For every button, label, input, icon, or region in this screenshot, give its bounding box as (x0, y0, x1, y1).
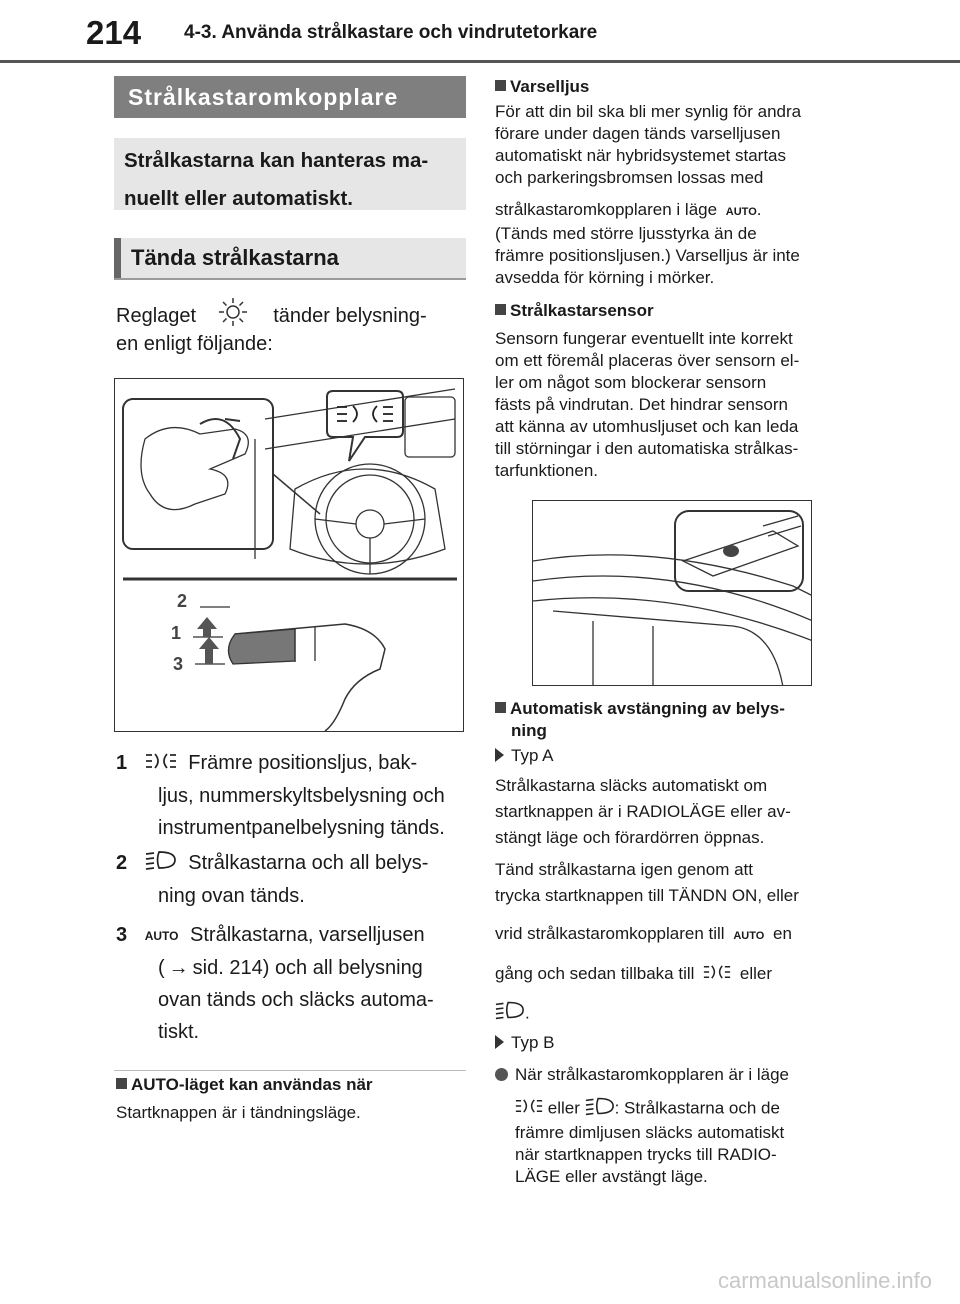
type-a-line: startknappen är i RADIOLÄGE eller av- (495, 802, 791, 821)
type-b-line: LÄGE eller avstängt läge. (515, 1167, 708, 1186)
arrow-ref-icon: → (168, 956, 189, 979)
item-3-number: 3 (116, 924, 128, 946)
square-bullet-icon (495, 80, 506, 91)
sensor-line: fästs på vindrutan. Det hindrar sensorn (495, 395, 788, 414)
subheading: Tända strålkastarna (114, 238, 466, 278)
type-a-text (495, 773, 860, 1028)
item-2-number: 2 (116, 852, 128, 874)
tail-light-icon (703, 962, 731, 988)
sensor-figure (532, 500, 812, 686)
intro-line-2: nuellt eller automatiskt. (124, 187, 353, 210)
intro-box (114, 138, 466, 210)
varselljus-line: och parkeringsbromsen lossas med (495, 168, 764, 187)
item-1-line-2: ljus, nummerskyltsbelysning och (158, 784, 445, 807)
square-bullet-icon (495, 702, 506, 713)
tail-light-icon (515, 1098, 543, 1120)
type-a-line: trycka startknappen till TÄNDN ON, eller (495, 886, 799, 905)
intro-line-1: Strålkastarna kan hanteras ma- (124, 149, 429, 172)
type-a-line: Strålkastarna släcks automatiskt om (495, 776, 768, 795)
type-b-line: när startknappen trycks till RADIO- (515, 1145, 777, 1164)
item-1-line-1: Främre positionsljus, bak- (188, 752, 418, 774)
item-3-line-1: Strålkastarna, varselljusen (190, 924, 425, 946)
tail-light-icon (145, 749, 177, 779)
divider (114, 1070, 466, 1071)
section-banner: Strålkastaromkopplare (114, 76, 466, 118)
auto-mode-text: Startknappen är i tändningsläge. (116, 1103, 361, 1122)
headlight-switch-illustration (115, 379, 464, 732)
subheading-rule (114, 278, 466, 280)
figure-label-3: 3 (173, 654, 184, 674)
varselljus-heading: Varselljus (495, 76, 589, 98)
figure-label-2: 2 (177, 591, 188, 611)
item-1-number: 1 (116, 752, 128, 774)
reglaget-pre: Reglaget (116, 304, 197, 327)
auto-mode-icon: AUTO (144, 928, 179, 943)
type-a-line: Tänd strålkastarna igen genom att (495, 860, 753, 879)
square-bullet-icon (495, 304, 506, 315)
square-bullet-icon (116, 1078, 127, 1089)
sensor-line: ler om något som blockerar sensorn (495, 373, 767, 392)
page-number: 214 (86, 14, 142, 51)
type-b-line: främre dimljusen släcks automatiskt (515, 1123, 785, 1142)
sensor-line: Sensorn fungerar eventuellt inte korrekt (495, 329, 793, 348)
item-2-line-1: Strålkastarna och all belys- (188, 852, 429, 874)
sensor-line: att känna av utomhusljuset och kan leda (495, 417, 799, 436)
footer-watermark: carmanualsonline.info (717, 1268, 932, 1293)
item-3-line-2-text: sid. 214) och all belysning (192, 956, 423, 979)
varselljus-line: automatiskt när hybridsystemet startas (495, 146, 787, 165)
varselljus-line: främre positionsljusen.) Varselljus är inte (495, 246, 800, 265)
header-rule (0, 60, 960, 63)
item-1-line-3: instrumentpanelbelysning tänds. (158, 816, 445, 839)
varselljus-line-5: strålkastaromkopplaren i läge AUTO. (495, 200, 762, 219)
varselljus-line: förare under dagen tänds varselljusen (495, 124, 781, 143)
triangle-bullet-icon (495, 748, 504, 762)
sensor-illustration (533, 501, 812, 686)
chapter-title: 4-3. Använda strålkastare och vindrutetorkare (184, 22, 598, 43)
item-1 (116, 748, 466, 843)
type-a-label: Typ A (495, 745, 554, 767)
item-2 (116, 848, 466, 911)
item-3-line-2: ( → sid. 214) och all belysning (158, 956, 423, 979)
auto-mode-heading: AUTO-läget kan användas när (116, 1074, 373, 1096)
type-a-line: stängt läge och förardörren öppnas. (495, 828, 765, 847)
gang-line: gång och sedan tillbaka till eller (495, 961, 860, 988)
sensor-line: tarfunktionen. (495, 461, 599, 480)
circle-bullet-icon (495, 1068, 508, 1081)
type-b-text: När strålkastaromkopplaren är i läge eller : Strålkastarna och de främre dimljusen släcks automatiskt när startknappen trycks till RADIO- LÄGE eller avstängt läge. (495, 1064, 860, 1188)
item-2-line-2: ning ovan tänds. (158, 884, 305, 907)
auto-off-heading: Automatisk avstängning av belys- ning (495, 698, 860, 742)
varselljus-line: För att din bil ska bli mer synlig för andra (495, 102, 802, 121)
item-3 (116, 920, 466, 1047)
type-b-line-2: eller : Strålkastarna och de (495, 1096, 860, 1122)
auto-mode-icon: AUTO (725, 206, 757, 218)
auto-off-heading-line-2: ning (511, 721, 547, 740)
sensor-line: om ett föremål placeras över sensorn el- (495, 351, 800, 370)
headlight-icon (585, 1096, 615, 1122)
headlight-icon (495, 1000, 525, 1028)
item-3-line-3: ovan tänds och släcks automa- (158, 988, 434, 1011)
auto-mode-icon: AUTO (733, 930, 765, 942)
headlight-line: . (495, 1000, 860, 1028)
varselljus-text (495, 101, 860, 289)
reglaget-line-2: en enligt följande: (116, 333, 273, 355)
headlight-switch-figure (114, 378, 464, 732)
headlight-icon (145, 849, 177, 879)
varselljus-line: (Tänds med större ljusstyrka än de (495, 224, 757, 243)
sensor-heading: Strålkastarsensor (495, 300, 654, 322)
item-3-line-4: tiskt. (158, 1020, 200, 1043)
figure-label-1: 1 (171, 623, 182, 643)
vrid-line: vrid strålkastaromkopplaren till AUTO en (495, 924, 792, 943)
sensor-text (495, 328, 860, 482)
type-b-label: Typ B (495, 1032, 554, 1054)
varselljus-line: avsedda för körning i mörker. (495, 268, 715, 287)
reglaget-post: tänder belysning- (273, 304, 427, 327)
sensor-line: till störningar i den automatiska strålkas- (495, 439, 799, 458)
triangle-bullet-icon (495, 1035, 504, 1049)
